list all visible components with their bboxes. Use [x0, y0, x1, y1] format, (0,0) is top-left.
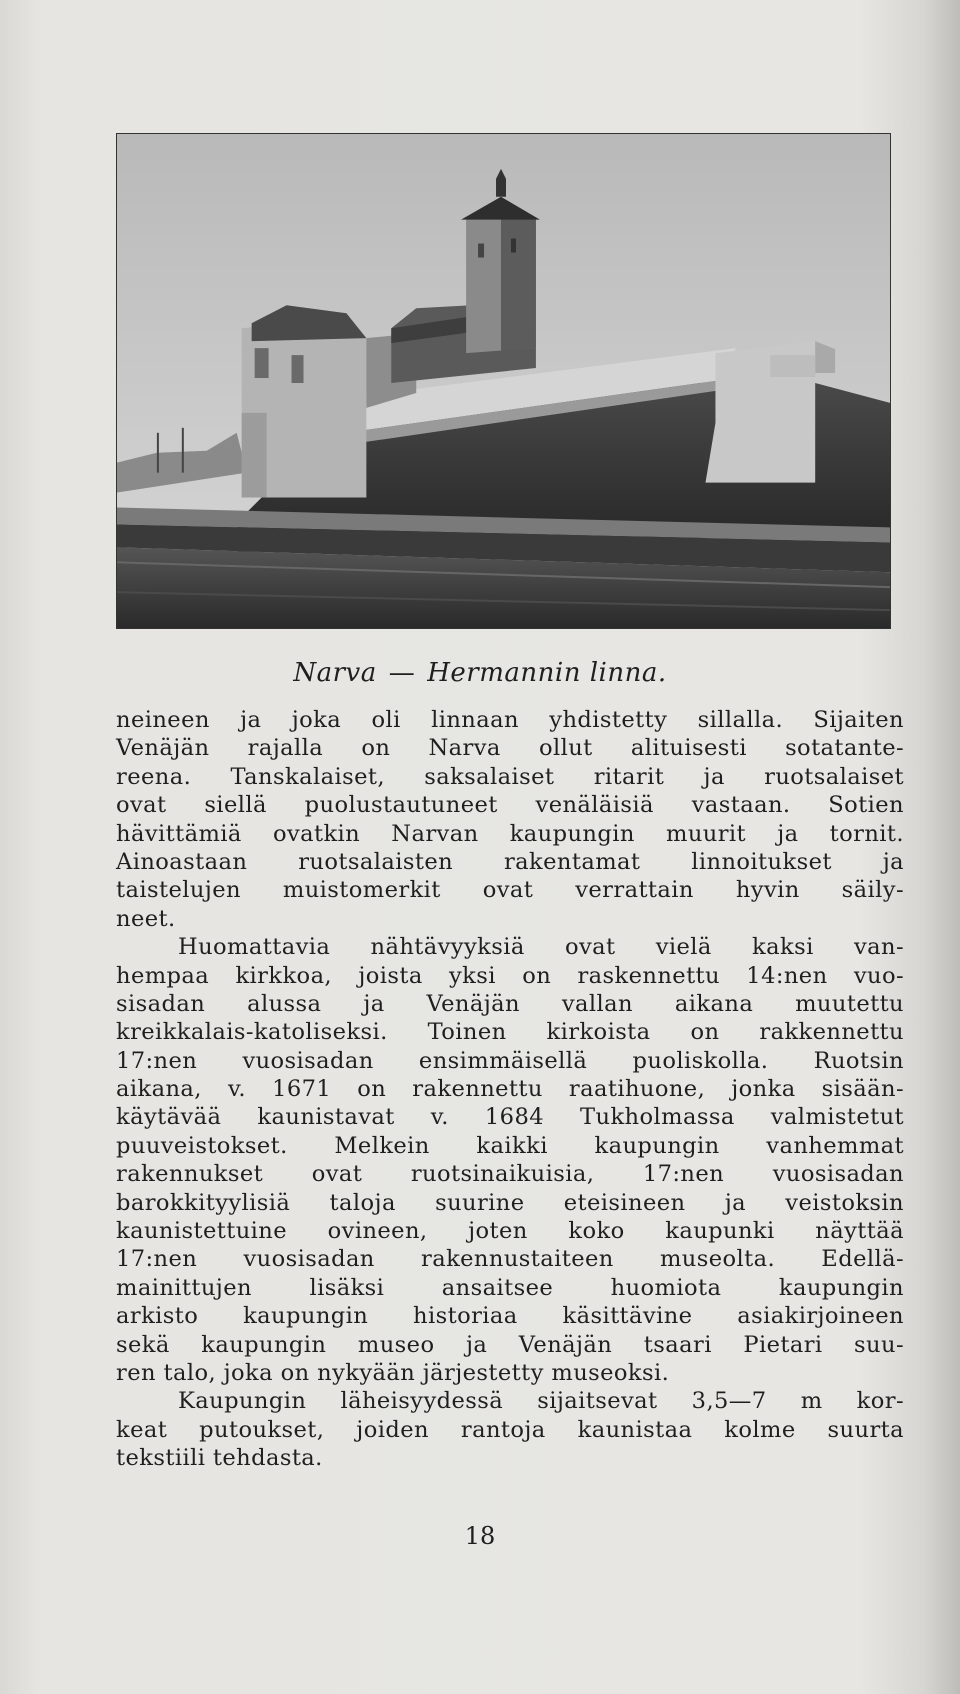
text-line: Venäjän rajalla on Narva ollut alituisesti sotatante- — [116, 735, 904, 762]
text-line: taistelujen muistomerkit ovat verrattain hyvin säily- — [116, 877, 904, 904]
caption-dash: — — [388, 658, 416, 688]
text-line: ren talo, joka on nykyään järjestetty museoksi. — [116, 1359, 670, 1386]
castle-photograph — [116, 133, 891, 629]
text-line: puuveistokset. Melkein kaikki kaupungin vanhemmat — [116, 1132, 904, 1159]
text-line: kreikkalais-katoliseksi. Toinen kirkoista on rakkennettu — [116, 1019, 904, 1046]
text-line: mainittujen lisäksi ansaitsee huomiota kaupungin — [116, 1274, 904, 1301]
text-line: rakennukset ovat ruotsinaikuisia, 17:nen vuosisadan — [116, 1161, 904, 1188]
photo-caption — [0, 658, 960, 688]
text-line: sisadan alussa ja Venäjän vallan aikana muutettu — [116, 990, 904, 1017]
text-line: kaunistettuine ovineen, joten koko kaupunki näyttää — [116, 1218, 904, 1245]
text-line: sekä kaupungin museo ja Venäjän tsaari Pietari suu- — [116, 1331, 904, 1358]
text-line: käytävää kaunistavat v. 1684 Tukholmassa valmistetut — [116, 1104, 904, 1131]
text-line: neet. — [116, 905, 176, 932]
text-line: barokkityylisiä taloja suurine eteisineen ja veistoksin — [116, 1189, 904, 1216]
text-line: arkisto kaupungin historiaa käsittävine asiakirjoineen — [116, 1303, 904, 1330]
text-line: reena. Tanskalaiset, saksalaiset ritarit ja ruotsalaiset — [116, 763, 904, 790]
page-number: 18 — [464, 1522, 496, 1550]
text-line: 17:nen vuosisadan rakennustaiteen museolta. Edellä- — [116, 1246, 904, 1273]
text-line: Ainoastaan ruotsalaisten rakentamat linnoitukset ja — [116, 848, 904, 875]
caption-subject: Hermannin linna. — [427, 658, 667, 688]
text-line: hävittämiä ovatkin Narvan kaupungin muurit ja tornit. — [116, 820, 904, 847]
text-line: 17:nen vuosisadan ensimmäisellä puoliskolla. Ruotsin — [116, 1047, 904, 1074]
text-line: keat putoukset, joiden rantoja kaunistaa kolme suurta — [116, 1416, 904, 1443]
text-line: aikana, v. 1671 on rakennettu raatihuone, jonka sisään- — [116, 1076, 904, 1103]
body-text — [116, 706, 904, 1473]
text-line: hempaa kirkkoa, joista yksi on raskennettu 14:nen vuo- — [116, 962, 904, 989]
text-line: tekstiili tehdasta. — [116, 1445, 323, 1472]
castle-photo-image — [117, 134, 890, 628]
text-line: Huomattavia nähtävyyksiä ovat vielä kaksi van- — [178, 934, 904, 961]
text-line: neineen ja joka oli linnaan yhdistetty sillalla. Sijaiten — [116, 707, 904, 733]
text-line: Kaupungin läheisyydessä sijaitsevat 3,5—7 m kor- — [178, 1388, 904, 1415]
text-line: ovat siellä puolustautuneet venäläisiä vastaan. Sotien — [116, 792, 904, 819]
caption-place: Narva — [293, 658, 377, 688]
